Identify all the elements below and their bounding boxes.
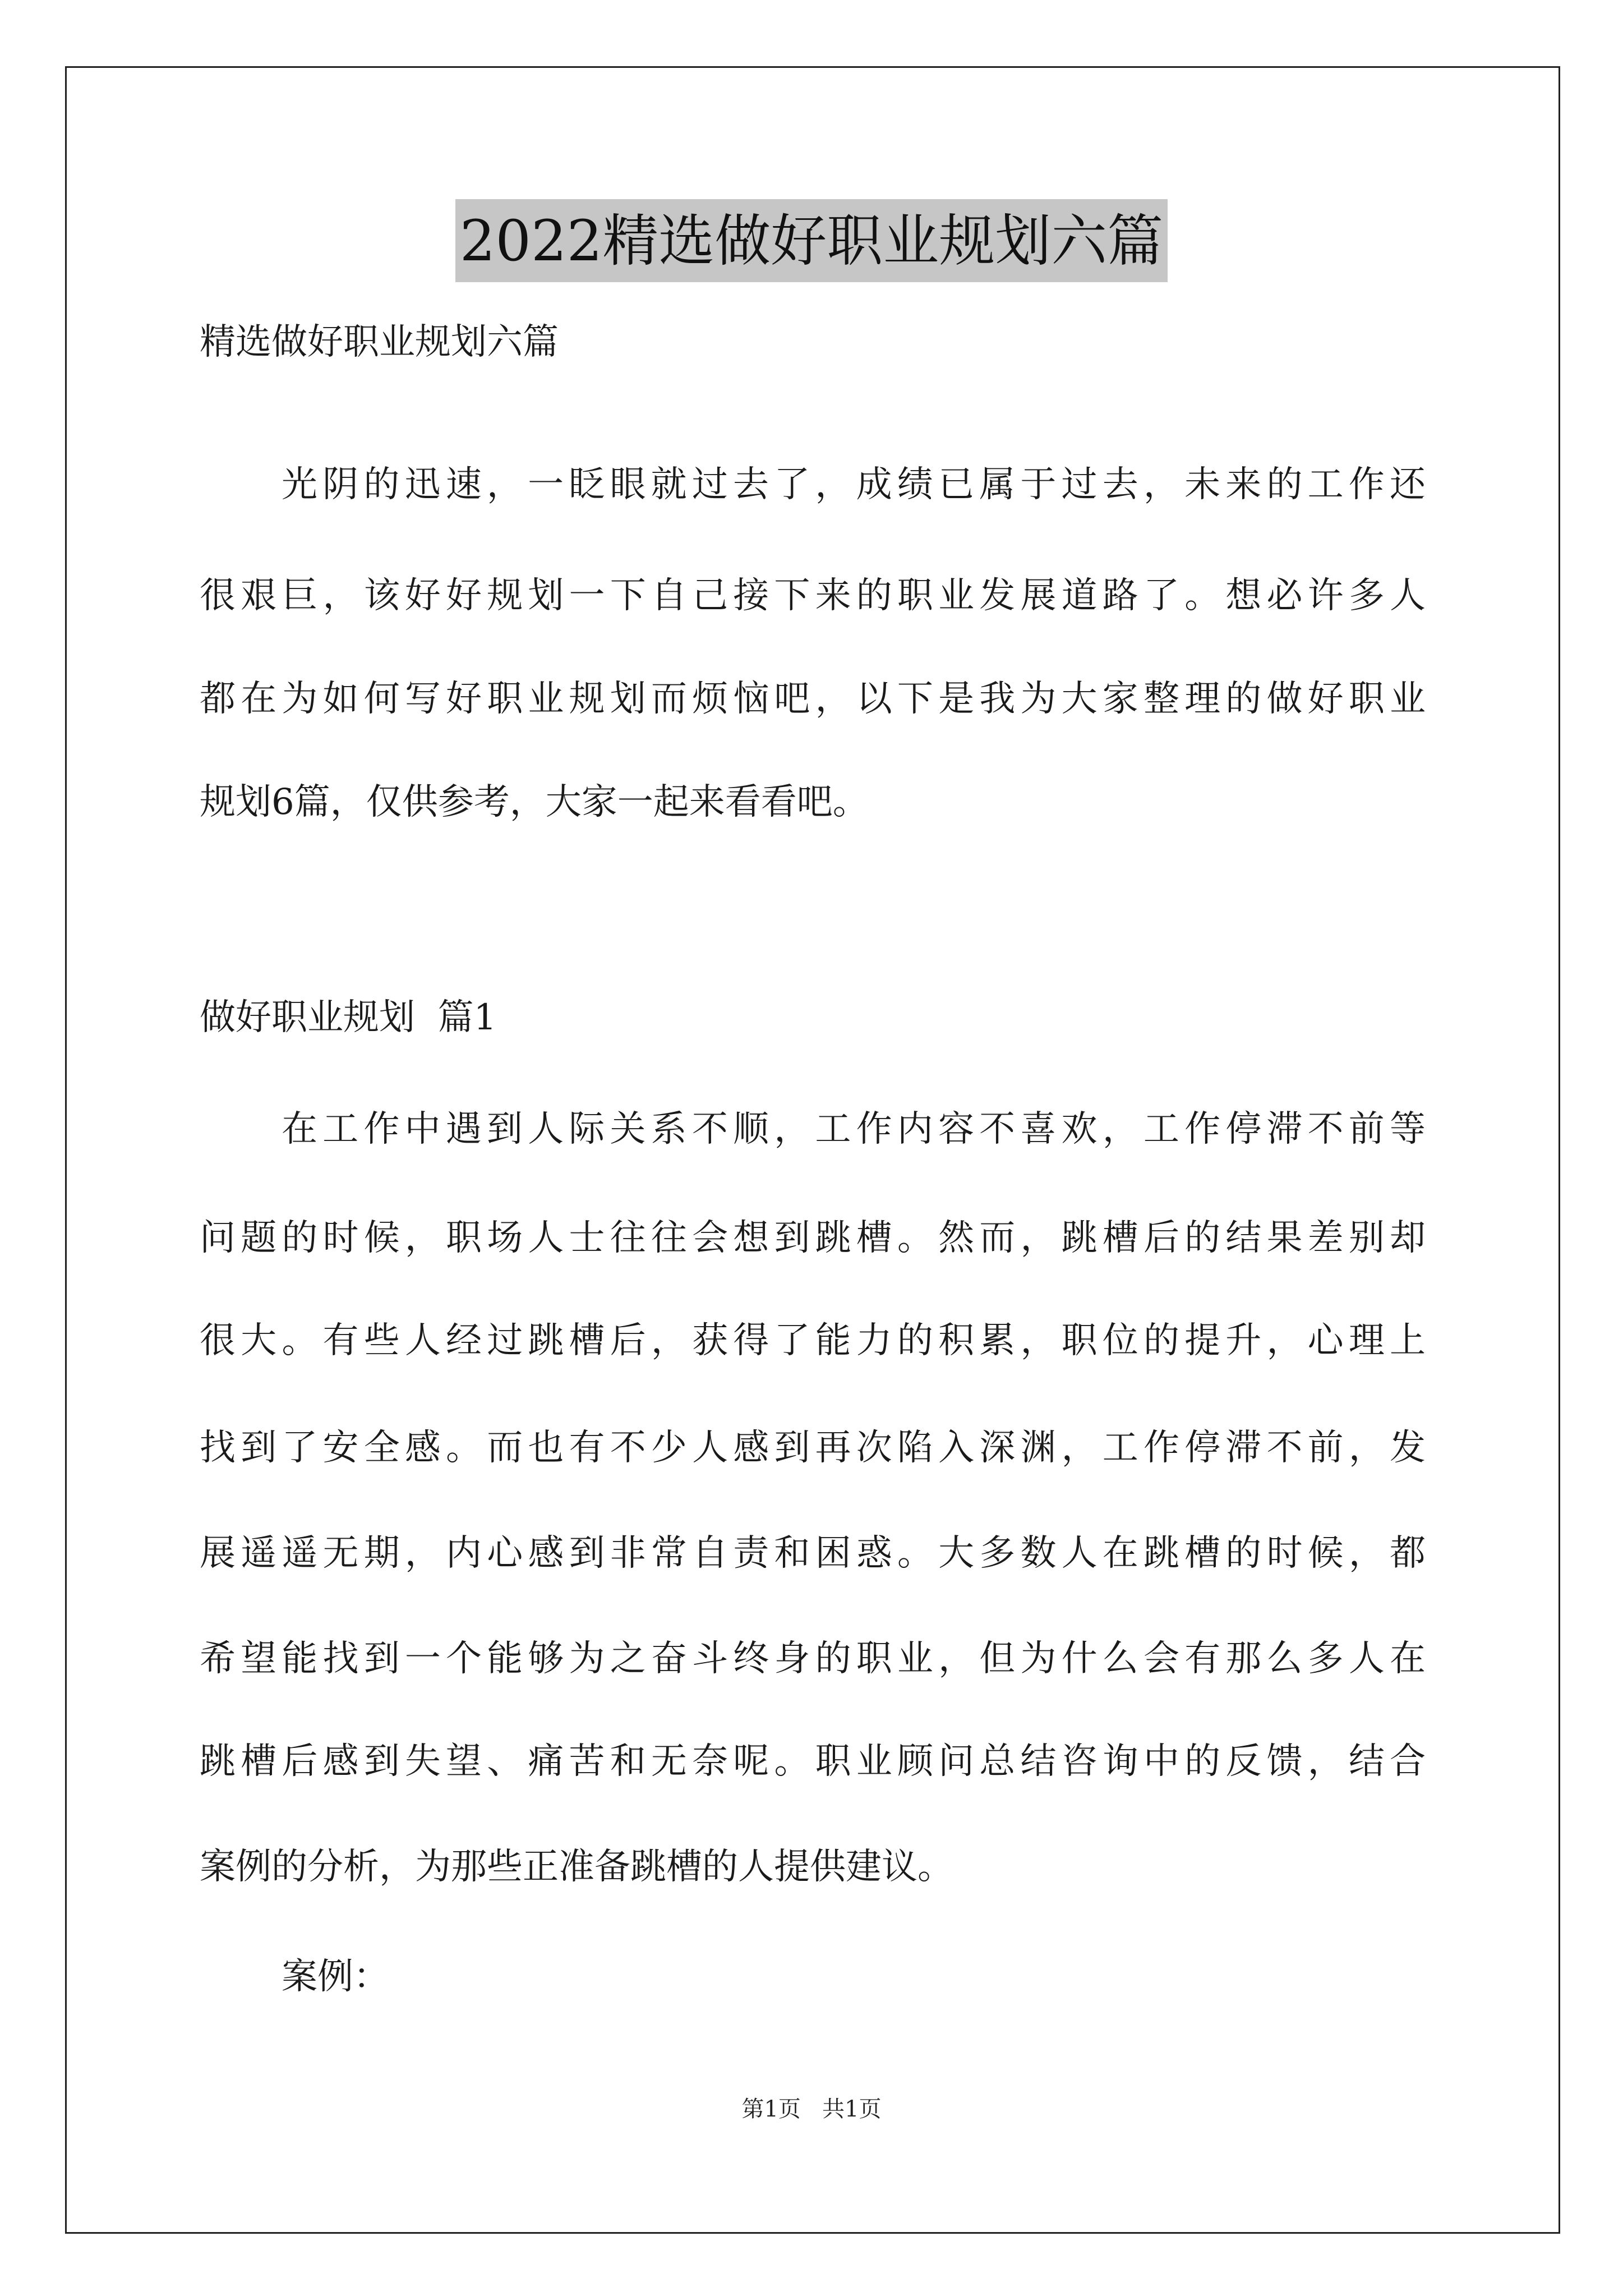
- body-line: 展遥遥无期，内心感到非常自责和困惑。大多数人在跳槽的时候，都: [200, 1533, 1426, 1574]
- document-title: [0, 199, 1623, 283]
- body-line: 希望能找到一个能够为之奋斗终身的职业，但为什么会有那么多人在: [200, 1638, 1426, 1680]
- body-line: 跳槽后感到失望、痛苦和无奈呢。职业顾问总结咨询中的反馈，结合: [200, 1741, 1426, 1782]
- body-line: 案例的分析，为那些正准备跳槽的人提供建议。: [200, 1846, 953, 1888]
- document-subtitle: 精选做好职业规划六篇: [200, 321, 559, 363]
- body-line: 问题的时候，职场人士往往会想到跳槽。然而，跳槽后的结果差别却: [200, 1217, 1426, 1259]
- body-line: 在工作中遇到人际关系不顺，工作内容不喜欢，工作停滞不前等: [282, 1108, 1426, 1150]
- body-line: 找到了安全感。而也有不少人感到再次陷入深渊，工作停滞不前，发: [200, 1427, 1426, 1469]
- case-label: 案例：: [282, 1956, 389, 1998]
- intro-line: 很艰巨，该好好规划一下自己接下来的职业发展道路了。想必许多人: [200, 575, 1426, 616]
- page-footer: 第1页 共1页: [741, 2096, 882, 2122]
- document-title-text: 2022精选做好职业规划六篇: [455, 199, 1168, 282]
- section-heading: 做好职业规划 篇1: [200, 997, 497, 1038]
- body-line: 很大。有些人经过跳槽后，获得了能力的积累，职位的提升，心理上: [200, 1320, 1426, 1361]
- intro-line: 规划6篇，仅供参考，大家一起来看看吧。: [200, 781, 869, 823]
- intro-line: 光阴的迅速，一眨眼就过去了，成绩已属于过去，未来的工作还: [282, 464, 1426, 505]
- intro-line: 都在为如何写好职业规划而烦恼吧，以下是我为大家整理的做好职业: [200, 678, 1426, 720]
